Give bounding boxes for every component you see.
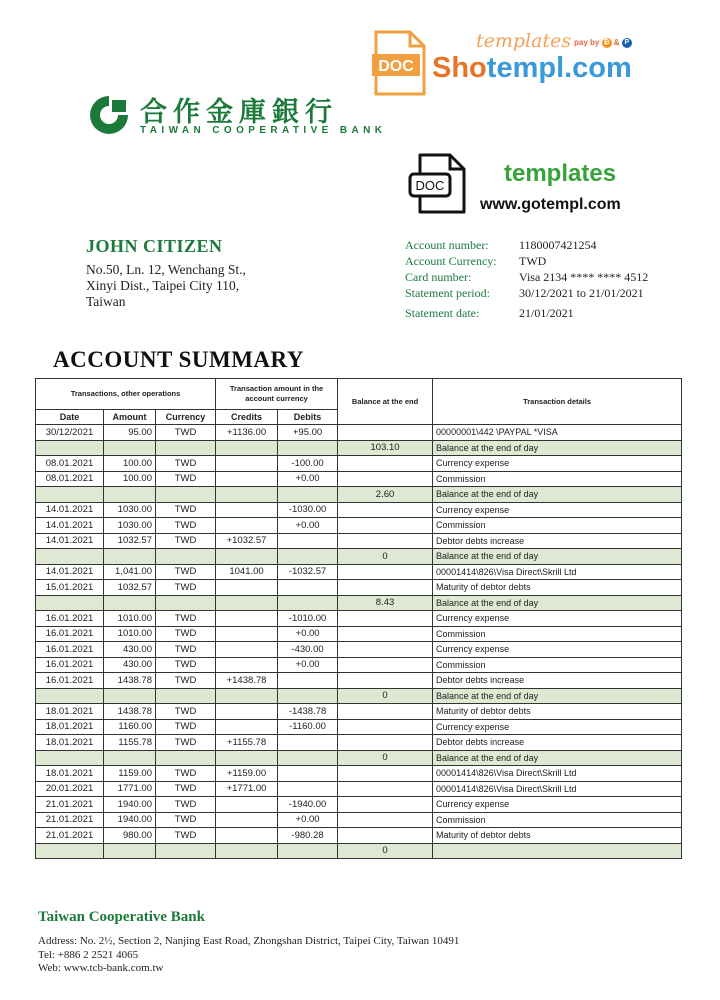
row-amount: 430.00 xyxy=(104,642,156,658)
row-debit: -1030.00 xyxy=(278,502,338,518)
customer-address xyxy=(86,262,246,310)
paypal-icon: P xyxy=(622,38,632,48)
transaction-row xyxy=(36,425,682,441)
row-date xyxy=(36,595,104,611)
row-amount xyxy=(104,688,156,704)
row-date: 18.01.2021 xyxy=(36,735,104,751)
row-credit: +1438.78 xyxy=(216,673,278,689)
row-detail: 00001414\826\Visa Direct\Skrill Ltd xyxy=(433,781,682,797)
row-detail: Debtor debts increase xyxy=(433,735,682,751)
row-debit: -980.28 xyxy=(278,828,338,844)
row-currency: TWD xyxy=(156,611,216,627)
row-amount: 1,041.00 xyxy=(104,564,156,580)
row-currency: TWD xyxy=(156,704,216,720)
watermark-url: www.gotempl.com xyxy=(480,196,621,213)
row-debit xyxy=(278,595,338,611)
row-balance xyxy=(338,781,433,797)
row-balance xyxy=(338,719,433,735)
transaction-row xyxy=(36,611,682,627)
row-credit xyxy=(216,502,278,518)
row-balance xyxy=(338,456,433,472)
transaction-row xyxy=(36,533,682,549)
address-line: Taiwan xyxy=(86,294,126,309)
row-currency xyxy=(156,487,216,503)
row-credit xyxy=(216,704,278,720)
row-amount: 1940.00 xyxy=(104,797,156,813)
row-date: 14.01.2021 xyxy=(36,533,104,549)
row-detail: Debtor debts increase xyxy=(433,533,682,549)
card-number-label: Card number: xyxy=(405,270,472,284)
transaction-row xyxy=(36,812,682,828)
row-date: 21.01.2021 xyxy=(36,797,104,813)
row-debit: -1032.57 xyxy=(278,564,338,580)
row-balance xyxy=(338,657,433,673)
row-credit xyxy=(216,812,278,828)
row-credit xyxy=(216,440,278,456)
row-date: 14.01.2021 xyxy=(36,502,104,518)
transaction-row xyxy=(36,719,682,735)
transaction-row xyxy=(36,518,682,534)
header-currency: Currency xyxy=(156,410,216,425)
watermark-title: templates xyxy=(504,160,617,187)
row-credit xyxy=(216,611,278,627)
row-amount: 1030.00 xyxy=(104,502,156,518)
row-amount: 1155.78 xyxy=(104,735,156,751)
row-amount: 95.00 xyxy=(104,425,156,441)
row-balance: 2.60 xyxy=(338,487,433,503)
row-debit: -100.00 xyxy=(278,456,338,472)
row-balance xyxy=(338,704,433,720)
row-credit xyxy=(216,688,278,704)
row-detail: Commission xyxy=(433,812,682,828)
row-amount: 1771.00 xyxy=(104,781,156,797)
row-credit xyxy=(216,518,278,534)
doc-icon-label: DOC xyxy=(415,178,445,193)
row-balance: 103.10 xyxy=(338,440,433,456)
shotempl-watermark xyxy=(372,30,672,102)
footer-web: Web: www.tcb-bank.com.tw xyxy=(38,962,164,974)
row-debit: +0.00 xyxy=(278,626,338,642)
row-detail: Maturity of debtor debts xyxy=(433,580,682,596)
row-amount: 1160.00 xyxy=(104,719,156,735)
row-amount xyxy=(104,843,156,859)
statement-period-value: 30/12/2021 to 21/01/2021 xyxy=(519,286,644,300)
row-balance xyxy=(338,425,433,441)
row-debit xyxy=(278,688,338,704)
row-debit: -430.00 xyxy=(278,642,338,658)
pay-by-label: pay by ₿ & P xyxy=(574,38,632,48)
row-currency: TWD xyxy=(156,642,216,658)
balance-row xyxy=(36,843,682,859)
row-credit xyxy=(216,843,278,859)
row-date: 30/12/2021 xyxy=(36,425,104,441)
statement-period-label: Statement period: xyxy=(405,286,490,300)
row-date xyxy=(36,688,104,704)
row-date xyxy=(36,549,104,565)
row-detail: Currency expense xyxy=(433,642,682,658)
row-date: 16.01.2021 xyxy=(36,673,104,689)
transaction-row xyxy=(36,456,682,472)
row-date: 18.01.2021 xyxy=(36,719,104,735)
row-balance: 0 xyxy=(338,688,433,704)
row-currency xyxy=(156,549,216,565)
row-currency: TWD xyxy=(156,673,216,689)
row-detail: 00001414\826\Visa Direct\Skrill Ltd xyxy=(433,766,682,782)
row-detail: Currency expense xyxy=(433,797,682,813)
watermark-script-text: templates xyxy=(476,30,572,52)
customer-name: JOHN CITIZEN xyxy=(86,236,223,256)
row-detail: Balance at the end of day xyxy=(433,595,682,611)
row-detail: Currency expense xyxy=(433,502,682,518)
row-credit xyxy=(216,580,278,596)
account-summary-title: ACCOUNT SUMMARY xyxy=(53,347,304,372)
row-debit xyxy=(278,673,338,689)
row-credit: +1155.78 xyxy=(216,735,278,751)
row-currency: TWD xyxy=(156,533,216,549)
row-detail: Maturity of debtor debts xyxy=(433,828,682,844)
row-currency: TWD xyxy=(156,735,216,751)
row-balance xyxy=(338,564,433,580)
row-currency xyxy=(156,688,216,704)
row-detail: Currency expense xyxy=(433,456,682,472)
row-balance: 0 xyxy=(338,843,433,859)
row-credit xyxy=(216,549,278,565)
row-date: 21.01.2021 xyxy=(36,828,104,844)
bank-name-english: TAIWAN COOPERATIVE BANK xyxy=(140,125,387,136)
transactions-body xyxy=(36,425,682,859)
row-amount: 1010.00 xyxy=(104,626,156,642)
row-date: 08.01.2021 xyxy=(36,471,104,487)
row-balance: 8.43 xyxy=(338,595,433,611)
row-debit: -1160.00 xyxy=(278,719,338,735)
row-currency: TWD xyxy=(156,812,216,828)
row-debit: +0.00 xyxy=(278,812,338,828)
gotempl-watermark xyxy=(408,152,668,222)
header-debits: Debits xyxy=(278,410,338,425)
row-credit xyxy=(216,797,278,813)
row-detail: Commission xyxy=(433,471,682,487)
header-amount-group: Transaction amount in the account currency xyxy=(216,379,338,410)
address-line: No.50, Ln. 12, Wenchang St., xyxy=(86,262,246,277)
row-currency: TWD xyxy=(156,518,216,534)
transaction-row xyxy=(36,471,682,487)
row-debit xyxy=(278,549,338,565)
row-balance xyxy=(338,673,433,689)
row-credit xyxy=(216,626,278,642)
balance-row xyxy=(36,595,682,611)
row-debit xyxy=(278,533,338,549)
row-balance xyxy=(338,502,433,518)
bank-name-chinese: 合作金庫銀行 xyxy=(140,97,338,128)
row-detail: Currency expense xyxy=(433,719,682,735)
transaction-row xyxy=(36,564,682,580)
row-currency: TWD xyxy=(156,425,216,441)
row-currency: TWD xyxy=(156,580,216,596)
row-debit xyxy=(278,487,338,503)
transaction-row xyxy=(36,766,682,782)
row-balance xyxy=(338,626,433,642)
row-credit xyxy=(216,719,278,735)
row-detail: 00001414\826\Visa Direct\Skrill Ltd xyxy=(433,564,682,580)
row-detail xyxy=(433,843,682,859)
row-balance xyxy=(338,828,433,844)
row-balance xyxy=(338,812,433,828)
row-debit xyxy=(278,580,338,596)
row-currency: TWD xyxy=(156,781,216,797)
account-number-label: Account number: xyxy=(405,238,489,252)
balance-row xyxy=(36,750,682,766)
account-number-value: 1180007421254 xyxy=(519,238,597,252)
row-amount: 100.00 xyxy=(104,471,156,487)
row-detail: Currency expense xyxy=(433,611,682,627)
row-currency xyxy=(156,750,216,766)
brand-part-1: Sho xyxy=(432,52,487,84)
row-amount xyxy=(104,595,156,611)
row-credit xyxy=(216,595,278,611)
row-balance xyxy=(338,735,433,751)
transaction-row xyxy=(36,580,682,596)
row-debit xyxy=(278,766,338,782)
doc-icon-label: DOC xyxy=(378,58,414,75)
doc-file-icon xyxy=(408,152,468,216)
row-credit: 1041.00 xyxy=(216,564,278,580)
address-line: Xinyi Dist., Taipei City 110, xyxy=(86,278,240,293)
row-balance xyxy=(338,766,433,782)
row-amount: 100.00 xyxy=(104,456,156,472)
row-detail: Balance at the end of day xyxy=(433,549,682,565)
row-debit xyxy=(278,750,338,766)
balance-row xyxy=(36,487,682,503)
transaction-row xyxy=(36,673,682,689)
transaction-row xyxy=(36,704,682,720)
row-currency: TWD xyxy=(156,471,216,487)
row-credit xyxy=(216,828,278,844)
row-date: 16.01.2021 xyxy=(36,642,104,658)
row-detail: Maturity of debtor debts xyxy=(433,704,682,720)
brand-part-2: templ.com xyxy=(486,52,632,84)
row-credit xyxy=(216,471,278,487)
row-currency: TWD xyxy=(156,766,216,782)
row-debit xyxy=(278,843,338,859)
balance-row xyxy=(36,549,682,565)
row-currency xyxy=(156,843,216,859)
row-debit: -1010.00 xyxy=(278,611,338,627)
bank-logo xyxy=(88,92,388,140)
row-date: 16.01.2021 xyxy=(36,611,104,627)
row-currency: TWD xyxy=(156,719,216,735)
row-credit xyxy=(216,657,278,673)
row-detail: Balance at the end of day xyxy=(433,750,682,766)
row-debit: +0.00 xyxy=(278,657,338,673)
row-balance xyxy=(338,471,433,487)
footer-tel: Tel: +886 2 2521 4065 xyxy=(38,948,139,961)
row-amount: 1438.78 xyxy=(104,673,156,689)
row-currency: TWD xyxy=(156,456,216,472)
row-debit: -1940.00 xyxy=(278,797,338,813)
account-currency-value: TWD xyxy=(519,254,547,268)
row-detail: 00000001\442 \PAYPAL *VISA xyxy=(433,425,682,441)
row-currency: TWD xyxy=(156,828,216,844)
row-detail: Commission xyxy=(433,518,682,534)
balance-row xyxy=(36,440,682,456)
row-amount: 1159.00 xyxy=(104,766,156,782)
row-currency: TWD xyxy=(156,564,216,580)
row-debit xyxy=(278,735,338,751)
row-balance xyxy=(338,518,433,534)
row-date: 16.01.2021 xyxy=(36,626,104,642)
row-balance: 0 xyxy=(338,750,433,766)
row-date: 15.01.2021 xyxy=(36,580,104,596)
row-credit: +1032.57 xyxy=(216,533,278,549)
row-credit: +1771.00 xyxy=(216,781,278,797)
footer-address: Address: No. 2½, Section 2, Nanjing East Road, Zhongshan District, Taipei City, Taiwan 10491 xyxy=(38,935,460,947)
transaction-row xyxy=(36,642,682,658)
row-balance xyxy=(338,611,433,627)
row-credit: +1159.00 xyxy=(216,766,278,782)
header-amount: Amount xyxy=(104,410,156,425)
footer-bank-name: Taiwan Cooperative Bank xyxy=(38,909,205,925)
transaction-row xyxy=(36,626,682,642)
row-balance xyxy=(338,642,433,658)
row-currency: TWD xyxy=(156,657,216,673)
row-debit: -1438.78 xyxy=(278,704,338,720)
row-date: 14.01.2021 xyxy=(36,518,104,534)
row-amount: 1010.00 xyxy=(104,611,156,627)
header-details: Transaction details xyxy=(433,379,682,425)
bank-emblem-icon xyxy=(88,94,130,136)
row-credit: +1136.00 xyxy=(216,425,278,441)
row-amount: 1032.57 xyxy=(104,580,156,596)
row-amount: 1030.00 xyxy=(104,518,156,534)
row-debit: +95.00 xyxy=(278,425,338,441)
row-date: 14.01.2021 xyxy=(36,564,104,580)
header-date: Date xyxy=(36,410,104,425)
row-date: 20.01.2021 xyxy=(36,781,104,797)
row-date: 16.01.2021 xyxy=(36,657,104,673)
row-debit xyxy=(278,781,338,797)
doc-file-icon xyxy=(372,30,428,96)
pay-by-text: pay by xyxy=(574,38,600,48)
row-debit: +0.00 xyxy=(278,518,338,534)
account-currency-label: Account Currency: xyxy=(405,254,497,268)
row-detail: Balance at the end of day xyxy=(433,440,682,456)
transaction-row xyxy=(36,797,682,813)
card-number-value: Visa 2134 **** **** 4512 xyxy=(519,270,649,284)
row-balance: 0 xyxy=(338,549,433,565)
transaction-row xyxy=(36,781,682,797)
transaction-row xyxy=(36,657,682,673)
row-date xyxy=(36,440,104,456)
row-amount: 1032.57 xyxy=(104,533,156,549)
row-amount xyxy=(104,750,156,766)
row-date: 18.01.2021 xyxy=(36,704,104,720)
row-balance xyxy=(338,797,433,813)
row-credit xyxy=(216,487,278,503)
row-date xyxy=(36,750,104,766)
row-amount: 980.00 xyxy=(104,828,156,844)
row-amount xyxy=(104,440,156,456)
transaction-row xyxy=(36,828,682,844)
row-currency: TWD xyxy=(156,626,216,642)
row-balance xyxy=(338,580,433,596)
footer-contact xyxy=(38,935,459,976)
statement-date-value: 21/01/2021 xyxy=(519,306,574,320)
row-amount xyxy=(104,549,156,565)
row-detail: Balance at the end of day xyxy=(433,688,682,704)
transaction-row xyxy=(36,502,682,518)
row-amount: 1438.78 xyxy=(104,704,156,720)
transactions-table xyxy=(35,378,682,859)
row-date: 21.01.2021 xyxy=(36,812,104,828)
row-amount: 1940.00 xyxy=(104,812,156,828)
row-detail: Commission xyxy=(433,626,682,642)
row-credit xyxy=(216,750,278,766)
row-detail: Commission xyxy=(433,657,682,673)
row-date xyxy=(36,487,104,503)
transaction-row xyxy=(36,735,682,751)
header-balance: Balance at the end xyxy=(338,379,433,425)
row-date: 08.01.2021 xyxy=(36,456,104,472)
balance-row xyxy=(36,688,682,704)
row-amount xyxy=(104,487,156,503)
row-date xyxy=(36,843,104,859)
row-credit xyxy=(216,642,278,658)
row-debit xyxy=(278,440,338,456)
row-detail: Balance at the end of day xyxy=(433,487,682,503)
row-debit: +0.00 xyxy=(278,471,338,487)
shotempl-brand xyxy=(432,52,632,85)
row-credit xyxy=(216,456,278,472)
row-amount: 430.00 xyxy=(104,657,156,673)
row-balance xyxy=(338,533,433,549)
row-currency xyxy=(156,440,216,456)
statement-date-label: Statement date: xyxy=(405,306,480,320)
row-date: 18.01.2021 xyxy=(36,766,104,782)
header-credits: Credits xyxy=(216,410,278,425)
row-currency xyxy=(156,595,216,611)
row-detail: Debtor debts increase xyxy=(433,673,682,689)
header-transactions-group: Transactions, other operations xyxy=(36,379,216,410)
row-currency: TWD xyxy=(156,797,216,813)
row-currency: TWD xyxy=(156,502,216,518)
bitcoin-icon: ₿ xyxy=(602,38,612,48)
